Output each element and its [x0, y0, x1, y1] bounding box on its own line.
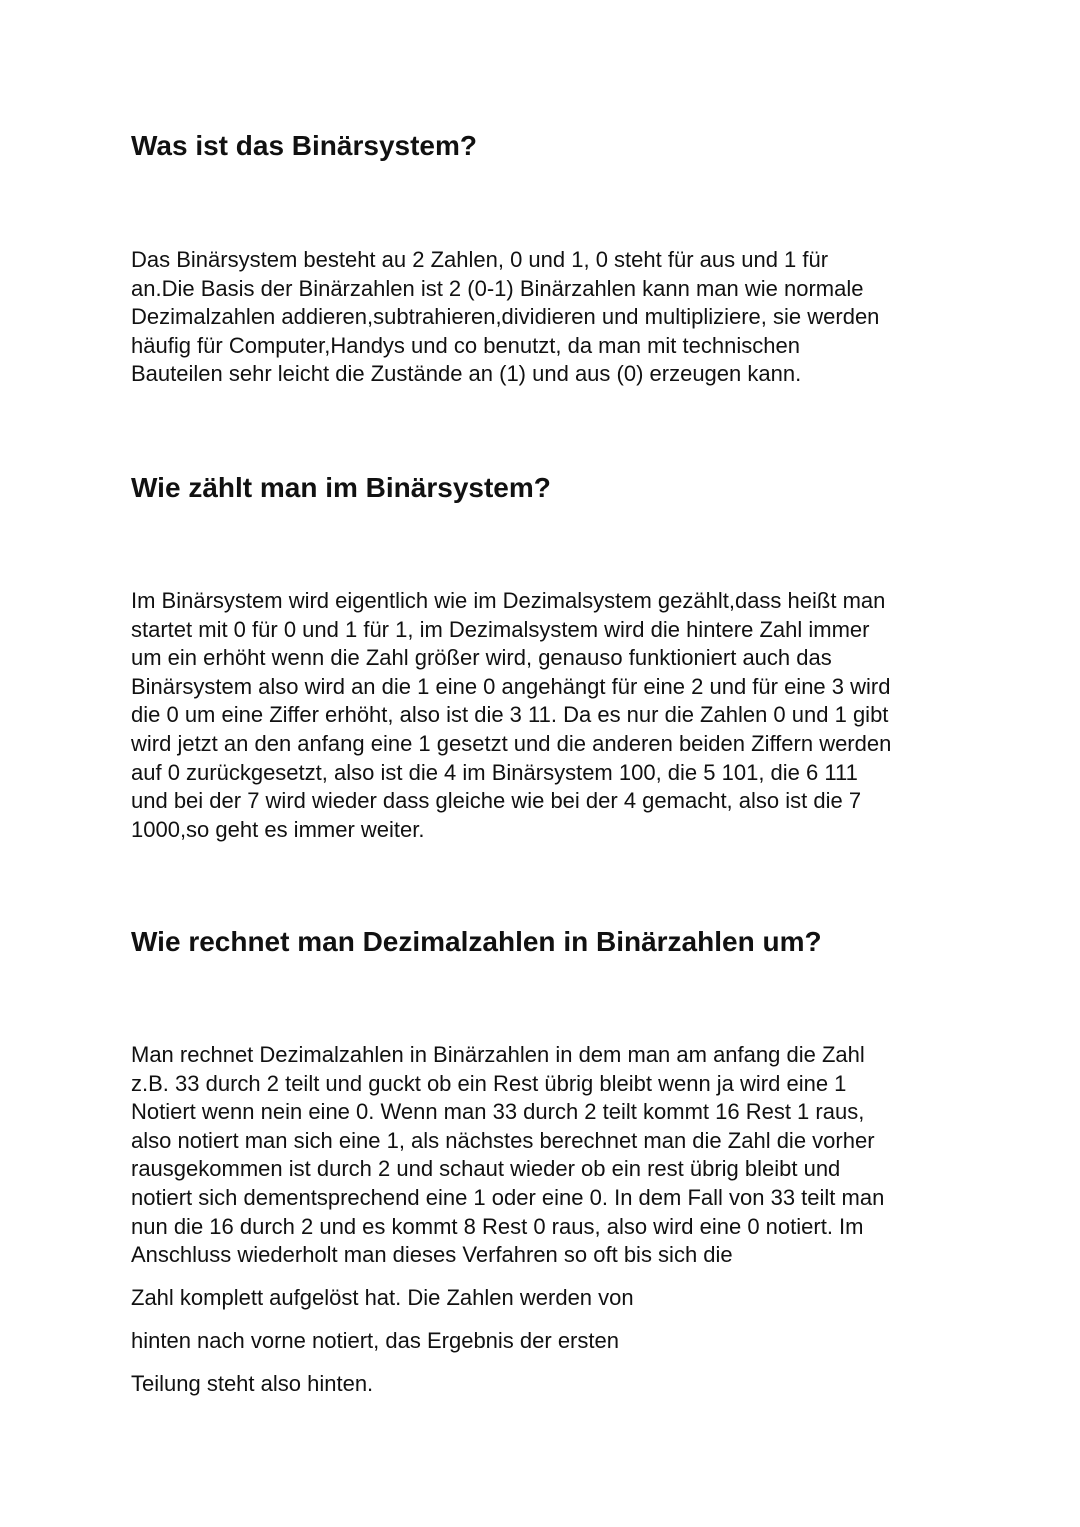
text-line: Im Binärsystem wird eigentlich wie im Dezimalsystem gezählt,dass heißt man — [131, 588, 886, 613]
text-line: und bei der 7 wird wieder dass gleiche wie bei der 4 gemacht, also ist die 7 — [131, 788, 862, 814]
text-line: also notiert man sich eine 1, als nächstes berechnet man die Zahl die vorher — [131, 1127, 875, 1153]
text-line: Anschluss wiederholt man dieses Verfahren so oft bis sich die — [131, 1242, 733, 1268]
text-line: Binärsystem also wird an die 1 eine 0 angehängt für eine 2 und für eine 3 wird — [131, 673, 891, 699]
text-line: die 0 um eine Ziffer erhöht, also ist die 3 11. Da es nur die Zahlen 0 und 1 gibt — [131, 702, 889, 728]
text-line: Das Binärsystem besteht au 2 Zahlen, 0 und 1, 0 steht für aus und 1 für — [131, 247, 829, 272]
paragraph-binary-system — [131, 246, 879, 389]
text-line: 1000,so geht es immer weiter. — [131, 816, 425, 842]
text-line: Bauteilen sehr leicht die Zustände an (1) und aus (0) erzeugen kann. — [131, 361, 802, 387]
paragraph-counting — [131, 587, 891, 844]
text-line: häufig für Computer,Handys und co benutzt, da man mit technischen — [131, 332, 800, 358]
text-line: Notiert wenn nein eine 0. Wenn man 33 durch 2 teilt kommt 16 Rest 1 raus, — [131, 1099, 865, 1125]
heading-counting: Wie zählt man im Binärsystem? — [131, 472, 551, 503]
text-line: startet mit 0 für 0 und 1 für 1, im Dezimalsystem wird die hintere Zahl immer — [131, 616, 870, 642]
paragraph-conversion — [131, 1041, 884, 1270]
text-line: um ein erhöht wenn die Zahl größer wird, genauso funktioniert auch das — [131, 645, 832, 671]
heading-binary-system: Was ist das Binärsystem? — [131, 130, 477, 161]
text-line: Teilung steht also hinten. — [131, 1371, 374, 1396]
text-line: Zahl komplett aufgelöst hat. Die Zahlen werden von — [131, 1285, 634, 1310]
text-line: hinten nach vorne notiert, das Ergebnis der ersten — [131, 1328, 619, 1353]
text-line: nun die 16 durch 2 und es kommt 8 Rest 0 raus, also wird eine 0 notiert. Im — [131, 1213, 864, 1239]
heading-conversion: Wie rechnet man Dezimalzahlen in Binärzahlen um? — [131, 926, 822, 957]
text-line: an.Die Basis der Binärzahlen ist 2 (0-1) Binärzahlen kann man wie normale — [131, 275, 864, 301]
text-line: Dezimalzahlen addieren,subtrahieren,dividieren und multipliziere, sie werden — [131, 304, 880, 330]
text-line: z.B. 33 durch 2 teilt und guckt ob ein Rest übrig bleibt wenn ja wird eine 1 — [131, 1070, 847, 1096]
text-line: auf 0 zurückgesetzt, also ist die 4 im Binärsystem 100, die 5 101, die 6 111 — [131, 759, 858, 785]
text-line: notiert sich dementsprechend eine 1 oder eine 0. In dem Fall von 33 teilt man — [131, 1184, 885, 1210]
text-line: wird jetzt an den anfang eine 1 gesetzt und die anderen beiden Ziffern werden — [131, 730, 892, 756]
text-line: Man rechnet Dezimalzahlen in Binärzahlen in dem man am anfang die Zahl — [131, 1042, 865, 1067]
text-line: rausgekommen ist durch 2 und schaut wieder ob ein rest übrig bleibt und — [131, 1156, 841, 1182]
